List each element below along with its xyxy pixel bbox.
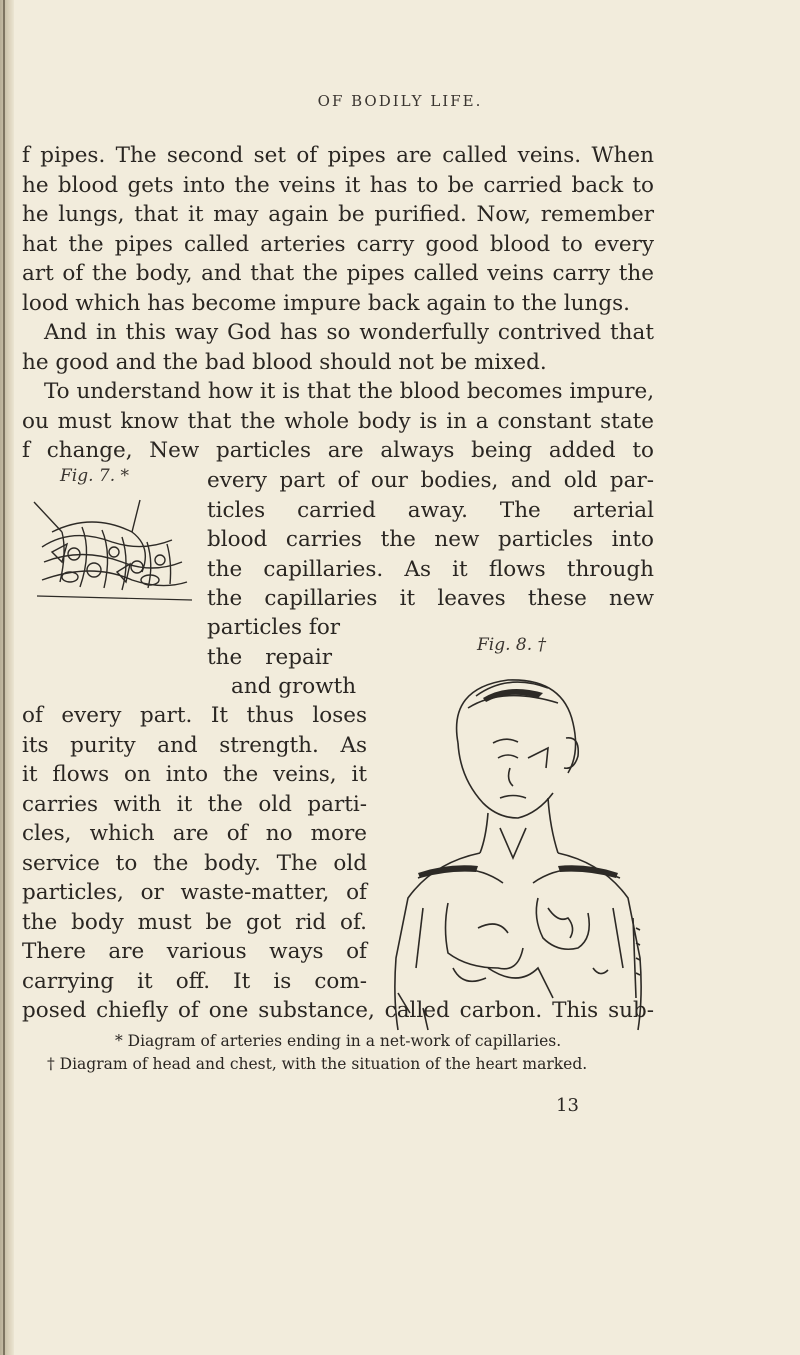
footnote-figure-7: * Diagram of arteries ending in a net-work of capillaries. (115, 1032, 562, 1050)
figure-7-capillary-diagram (22, 492, 192, 602)
text-line: hat the pipes called arteries carry good blood to every (22, 231, 654, 257)
body-text-top (22, 141, 654, 466)
footnote-figure-8: † Diagram of head and chest, with the situation of the heart marked. (47, 1055, 588, 1073)
text-line: art of the body, and that the pipes called veins carry the (22, 261, 654, 286)
text-line: cles, which are of no more (22, 821, 367, 846)
page-number: 13 (556, 1095, 579, 1116)
text-line: There are various ways of (22, 939, 367, 964)
text-line: he good and the bad blood should not be mixed. (22, 349, 547, 375)
text-line: the repair (207, 644, 332, 670)
text-line: it flows on into the veins, it (22, 762, 367, 787)
text-line: he blood gets into the veins it has to be carried back to (22, 172, 654, 198)
text-line: particles, or waste-matter, of (22, 880, 367, 905)
text-line: service to the body. The old (22, 850, 367, 876)
text-line: posed chiefly of one substance, called carbon. This sub- (22, 998, 654, 1023)
figure-8-head-chest-diagram (388, 668, 648, 1033)
text-line: f change, New particles are always being added to (22, 438, 654, 463)
text-line: the capillaries. As it flows through (207, 556, 654, 582)
text-line: the capillaries it leaves these new (207, 586, 654, 611)
text-line: particles for (207, 615, 341, 640)
text-line: ou must know that the whole body is in a constant state (22, 408, 654, 434)
running-header: OF BODILY LIFE. (317, 92, 483, 110)
text-line: and growth (231, 674, 357, 699)
body-text-bottom (22, 996, 654, 1026)
body-text-narrow (207, 613, 357, 702)
body-text-beside-fig8 (22, 701, 367, 996)
text-line: carries with it the old parti- (22, 791, 367, 817)
text-line: blood carries the new particles into (207, 527, 654, 552)
binding-shadow-line (3, 0, 5, 1355)
body-text-beside-fig7 (207, 466, 654, 614)
text-line: ticles carried away. The arterial (207, 497, 654, 523)
text-line: he lungs, that it may again be purified. Now, remember (22, 202, 654, 227)
text-line: of every part. It thus loses (22, 703, 367, 728)
book-binding-edge (0, 0, 14, 1355)
text-line: And in this way God has so wonderfully contrived that (44, 320, 654, 345)
figure-8-label: Fig. 8. † (477, 635, 547, 655)
text-line: f pipes. The second set of pipes are called veins. When (22, 143, 654, 168)
text-line: its purity and strength. As (22, 732, 367, 758)
text-line: carrying it off. It is com- (22, 968, 367, 994)
text-line: the body must be got rid of. (22, 909, 367, 935)
text-line: lood which has become impure back again to the lungs. (22, 290, 630, 316)
figure-7-label: Fig. 7. * (60, 466, 130, 486)
text-line: To understand how it is that the blood becomes impure, (44, 379, 655, 404)
text-line: every part of our bodies, and old par- (207, 468, 654, 493)
